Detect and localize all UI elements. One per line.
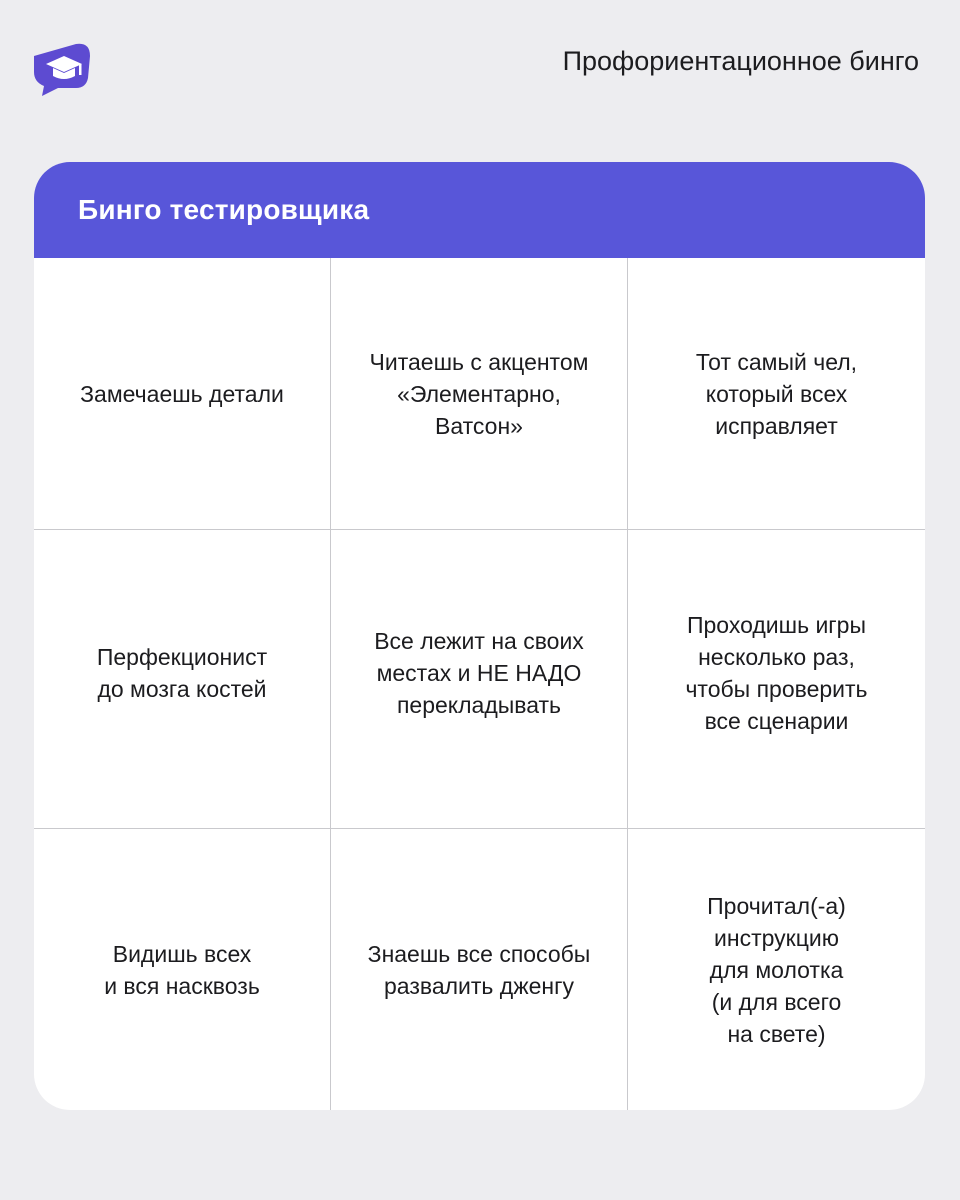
bingo-cell: Замечаешь детали — [34, 258, 331, 530]
bingo-cell: Проходишь игры несколько раз, чтобы проверить все сценарии — [628, 530, 925, 829]
bingo-card — [34, 162, 925, 1110]
bingo-card-title: Бинго тестировщика — [78, 194, 370, 225]
bingo-cell: Знаешь все способы развалить дженгу — [331, 829, 628, 1110]
bingo-cell: Прочитал(-а) инструкцию для молотка (и для всего на свете) — [707, 892, 846, 1047]
bingo-cell: Все лежит на своих местах и НЕ НАДО перекладывать — [331, 530, 628, 829]
bingo-cell: Читаешь с акцентом «Элементарно, Ватсон» — [331, 258, 628, 530]
page-title: Профориентационное бинго — [562, 46, 919, 76]
bingo-card-header — [34, 162, 925, 258]
bingo-cell: Перфекционист до мозга костей — [34, 530, 331, 829]
graduation-cap-icon — [32, 42, 94, 98]
bingo-grid — [34, 258, 925, 1110]
bingo-cell: Видишь всех и вся насквозь — [34, 829, 331, 1110]
brand-logo — [32, 42, 94, 98]
bingo-cell: Тот самый чел, который всех исправляет — [628, 258, 925, 530]
